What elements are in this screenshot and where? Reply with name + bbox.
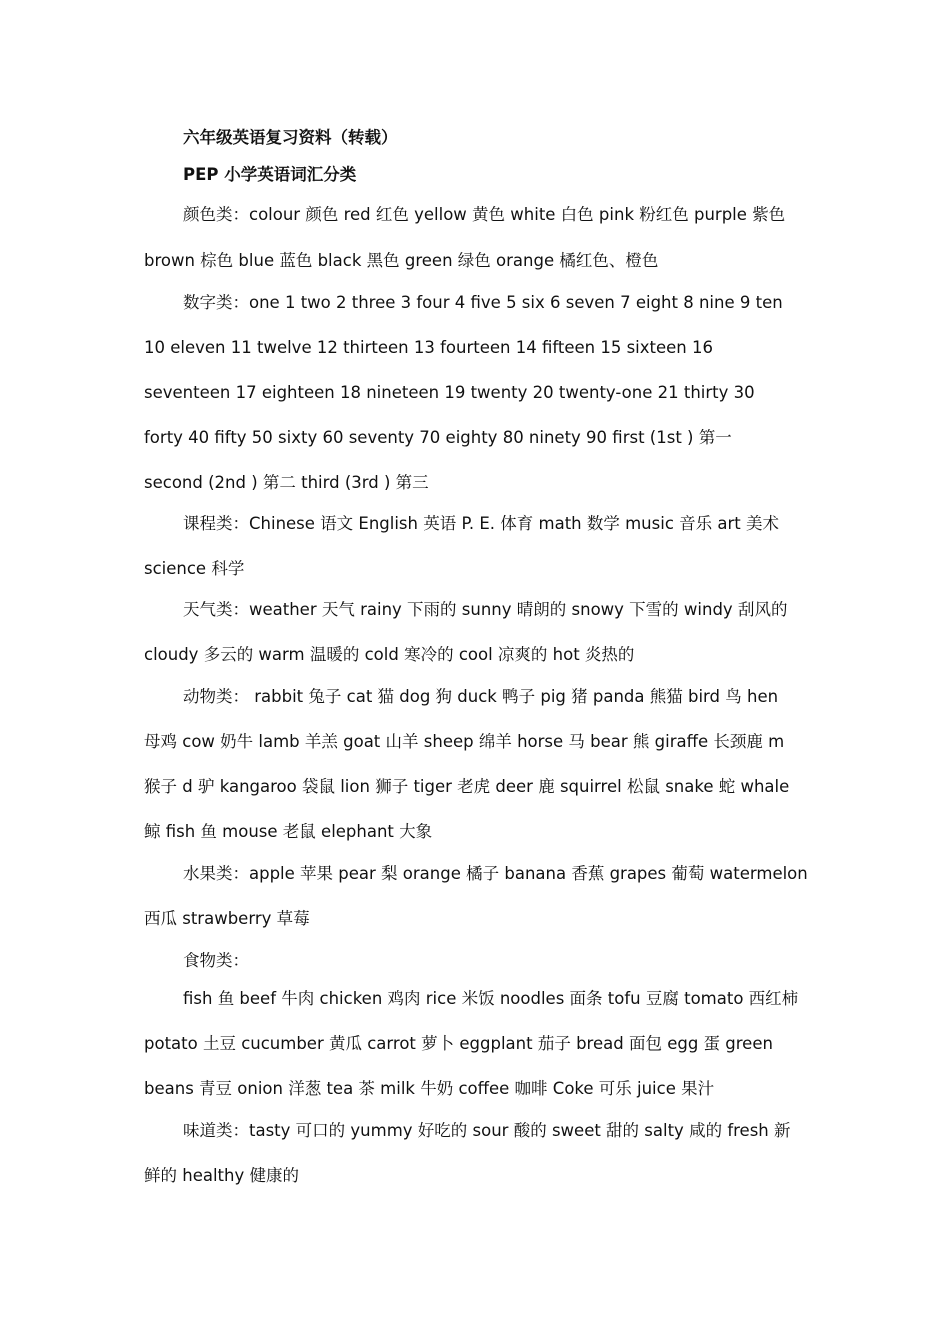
food-line-3: beans 青豆 onion 洋葱 tea 茶 milk 牛奶 coffee 咖啡 Coke 可乐 juice 果汁 — [144, 1079, 715, 1098]
colors-line-2: brown 棕色 blue 蓝色 black 黑色 green 绿色 orange 橘红色、橙色 — [144, 251, 659, 270]
food-line-1: fish 鱼 beef 牛肉 chicken 鸡肉 rice 米饭 noodles 面条 tofu 豆腐 tomato 西红柿 — [183, 989, 799, 1008]
weather-line-1: 天气类：weather 天气 rainy 下雨的 sunny 晴朗的 snowy 下雪的 windy 刮风的 — [183, 600, 788, 619]
fruits-line-2: 西瓜 strawberry 草莓 — [144, 909, 310, 928]
food-line-2: potato 土豆 cucumber 黄瓜 carrot 萝卜 eggplant 茄子 bread 面包 egg 蛋 green — [144, 1034, 773, 1053]
animals-line-1: 动物类： rabbit 兔子 cat 猫 dog 狗 duck 鸭子 pig 猪 panda 熊猫 bird 鸟 hen — [183, 687, 779, 706]
tastes-line-2: 鲜的 healthy 健康的 — [144, 1166, 299, 1185]
numbers-line-1: 数字类：one 1 two 2 three 3 four 4 five 5 six 6 seven 7 eight 8 nine 9 ten — [183, 293, 783, 312]
numbers-line-5: second (2nd ) 第二 third (3rd ) 第三 — [144, 473, 429, 492]
food-heading: 食物类： — [183, 951, 249, 970]
numbers-line-3: seventeen 17 eighteen 18 nineteen 19 twenty 20 twenty-one 21 thirty 30 — [144, 383, 755, 402]
numbers-line-4: forty 40 fifty 50 sixty 60 seventy 70 eighty 80 ninety 90 first (1st ) 第一 — [144, 428, 732, 447]
subjects-line-2: science 科学 — [144, 559, 245, 578]
subjects-line-1: 课程类：Chinese 语文 English 英语 P. E. 体育 math 数学 music 音乐 art 美术 — [183, 514, 779, 533]
animals-line-2: 母鸡 cow 奶牛 lamb 羊羔 goat 山羊 sheep 绵羊 horse 马 bear 熊 giraffe 长颈鹿 m — [144, 732, 785, 751]
fruits-line-1: 水果类：apple 苹果 pear 梨 orange 橘子 banana 香蕉 grapes 葡萄 watermelon — [183, 864, 808, 883]
document-subtitle: PEP 小学英语词汇分类 — [183, 165, 357, 184]
tastes-line-1: 味道类：tasty 可口的 yummy 好吃的 sour 酸的 sweet 甜的 salty 咸的 fresh 新 — [183, 1121, 791, 1140]
document-title: 六年级英语复习资料（转载） — [183, 128, 398, 147]
weather-line-2: cloudy 多云的 warm 温暖的 cold 寒冷的 cool 凉爽的 hot 炎热的 — [144, 645, 635, 664]
animals-line-3: 猴子 d 驴 kangaroo 袋鼠 lion 狮子 tiger 老虎 deer 鹿 squirrel 松鼠 snake 蛇 whale — [144, 777, 790, 796]
colors-line-1: 颜色类：colour 颜色 red 红色 yellow 黄色 white 白色 pink 粉红色 purple 紫色 — [183, 205, 786, 224]
numbers-line-2: 10 eleven 11 twelve 12 thirteen 13 fourteen 14 fifteen 15 sixteen 16 — [144, 338, 714, 357]
animals-line-4: 鲸 fish 鱼 mouse 老鼠 elephant 大象 — [144, 822, 433, 841]
